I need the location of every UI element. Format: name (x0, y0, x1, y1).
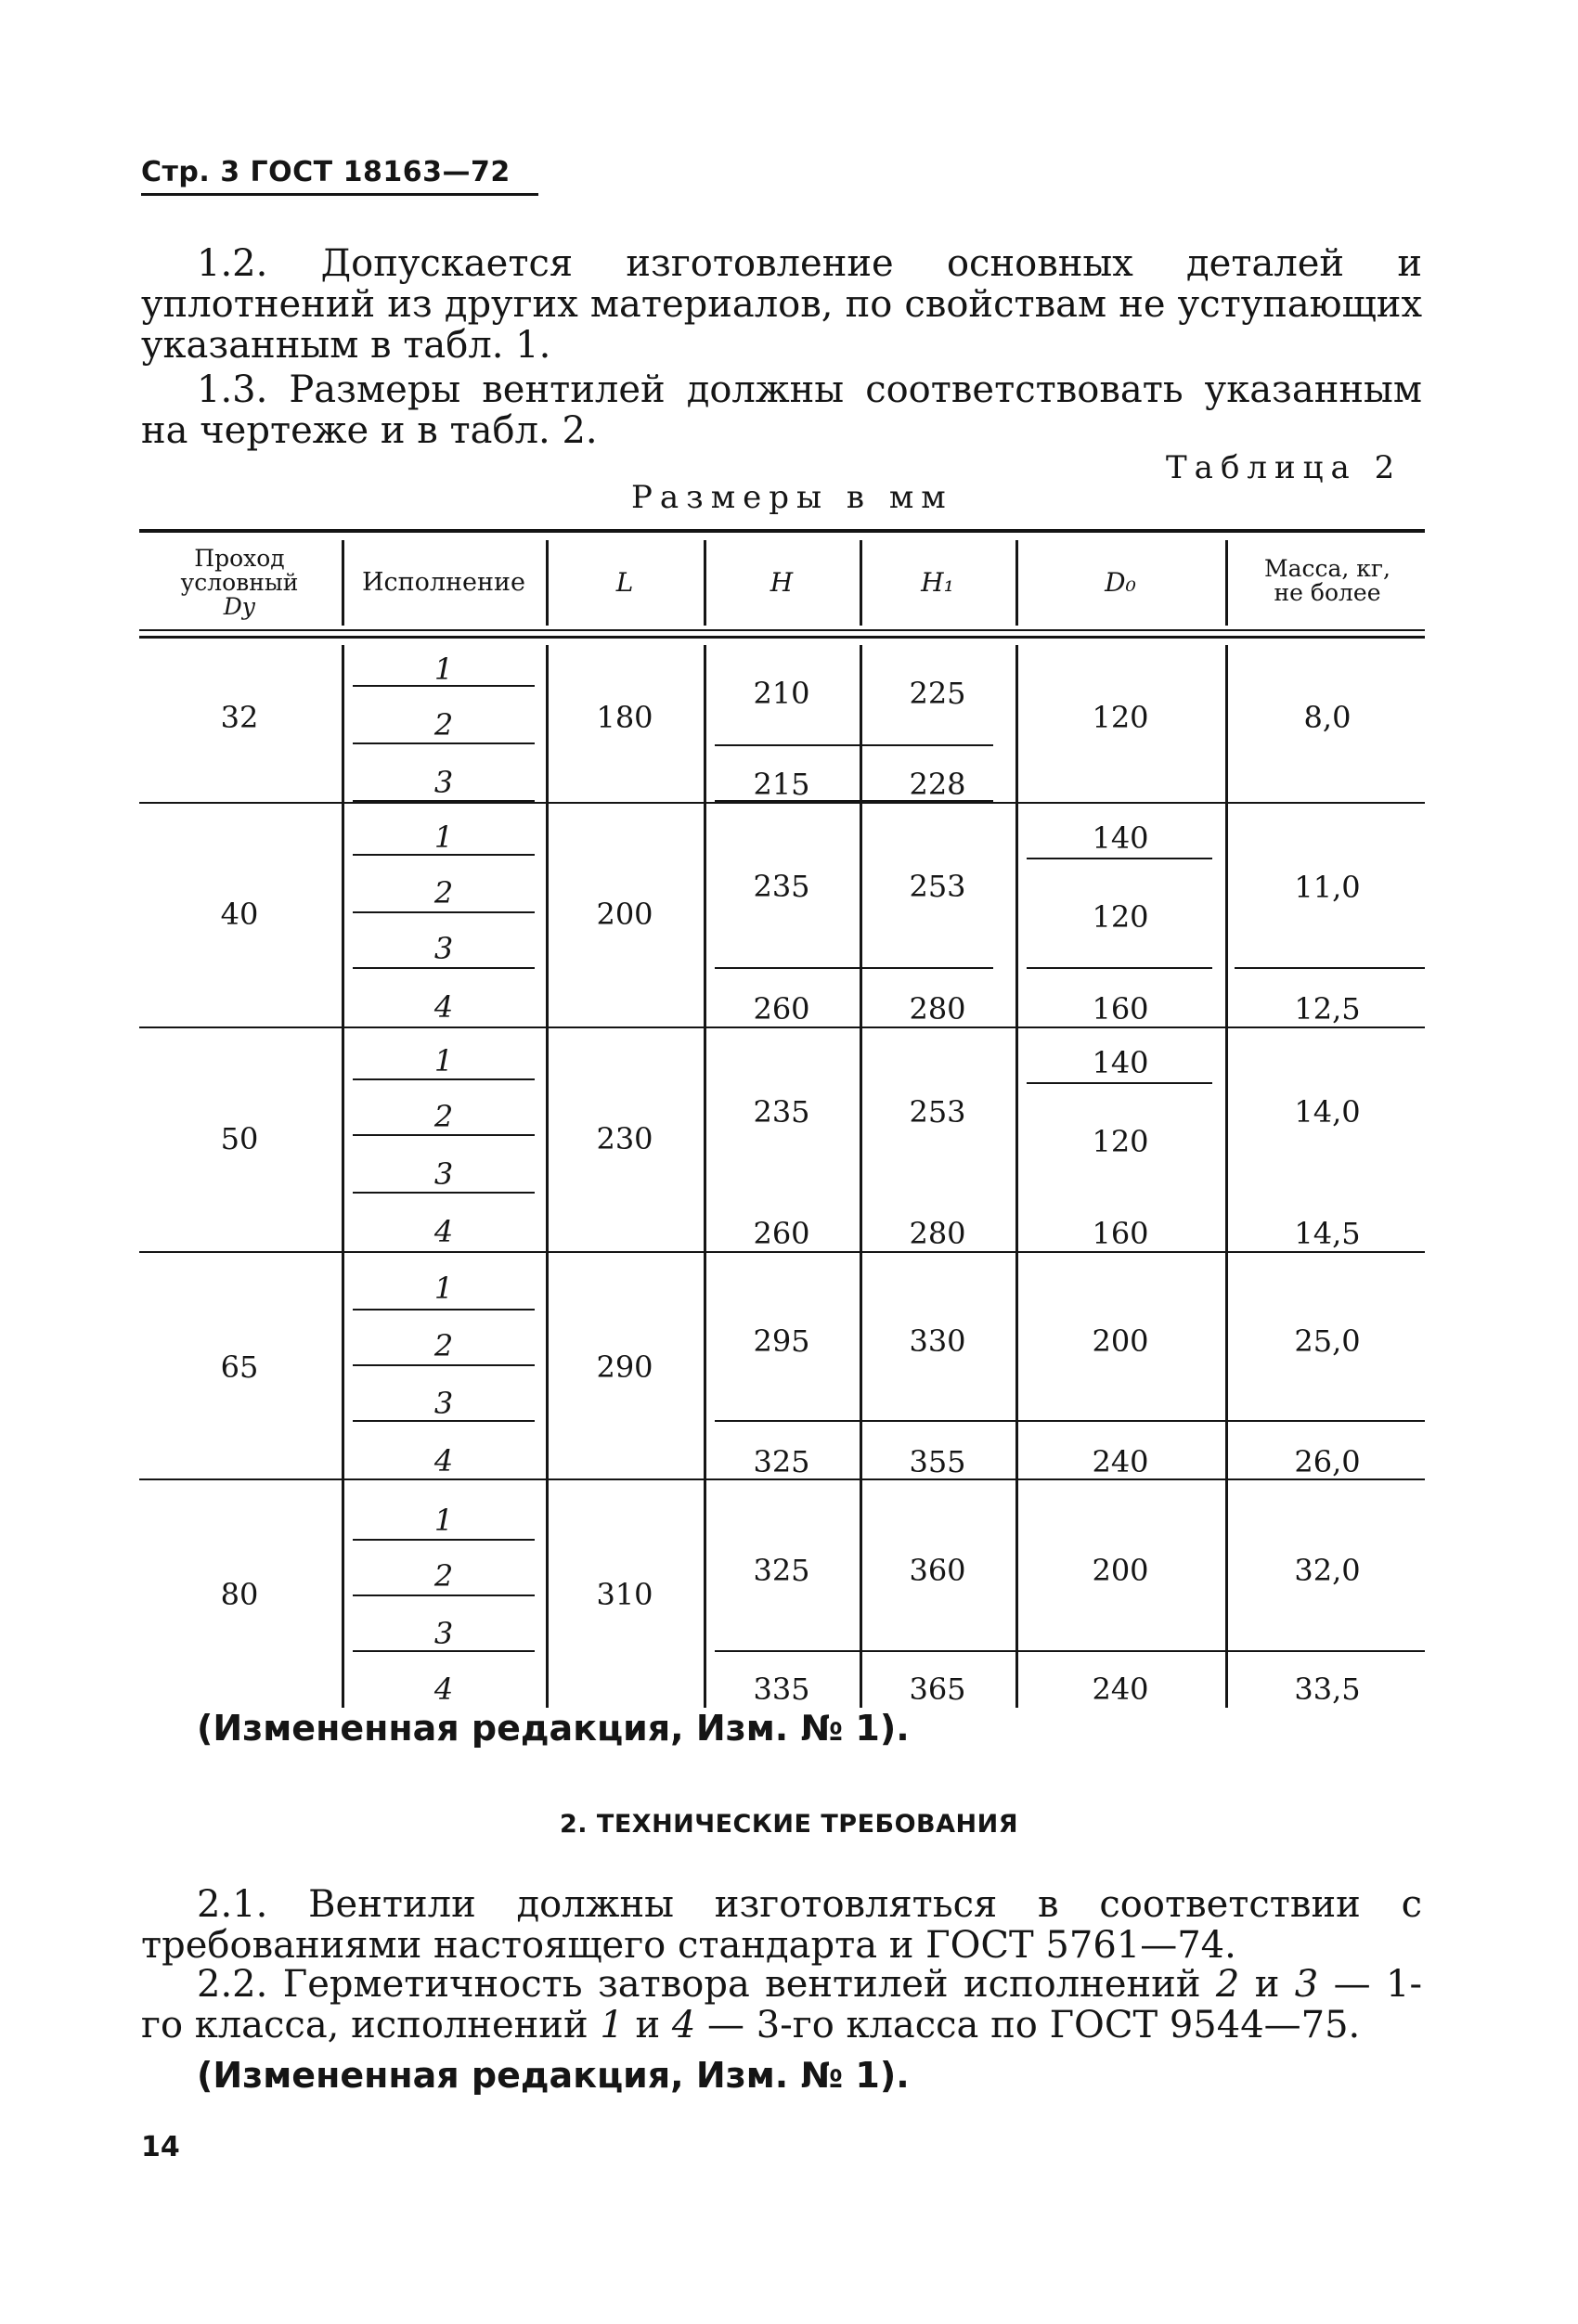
D0-value: 140 (1092, 820, 1149, 856)
header-L: L (615, 567, 634, 598)
column-divider (546, 645, 549, 1708)
version-value: 3 (433, 931, 454, 966)
row-rule (353, 1595, 535, 1596)
paragraph-1-2: 1.2. Допускается изготовление основных деталей и уплотнений из других материалов, по свойствам не уступающих указанным в табл. 1. (141, 242, 1422, 367)
standard-number: ГОСТ 18163—72 (250, 156, 511, 188)
row-rule (715, 1420, 1425, 1422)
row-rule (353, 1078, 535, 1080)
H1-value: 225 (909, 676, 966, 711)
H1-value: 365 (909, 1672, 966, 1707)
mass-value: 12,5 (1294, 991, 1361, 1026)
group-rule (139, 1026, 1425, 1028)
H-value: 260 (753, 991, 810, 1026)
row-rule (715, 967, 993, 969)
D0-value: 160 (1092, 1216, 1149, 1251)
row-rule (353, 1539, 535, 1541)
version-value: 2 (433, 1328, 454, 1363)
header-mass: Масса, кг, не более (1264, 555, 1390, 606)
column-divider (704, 645, 706, 1708)
H1-value: 355 (909, 1444, 966, 1479)
D0-value: 160 (1092, 991, 1149, 1026)
version-value: 3 (433, 1156, 454, 1192)
header-dy: Проход условный Dу (180, 545, 299, 620)
row-rule (353, 1192, 535, 1194)
L-value: 290 (596, 1349, 653, 1385)
D0-value: 200 (1092, 1323, 1149, 1359)
change-note: (Измененная редакция, Изм. № 1). (197, 1708, 910, 1749)
H-value: 295 (753, 1323, 810, 1359)
row-rule (353, 967, 535, 969)
row-rule (353, 1134, 535, 1136)
D0-value: 120 (1092, 700, 1149, 735)
column-divider (860, 645, 862, 1708)
header-rule-2 (139, 636, 1425, 639)
column-divider (1225, 645, 1228, 1708)
table-label: Таблица 2 (1166, 449, 1403, 486)
header-H: H (770, 567, 794, 598)
change-note: (Измененная редакция, Изм. № 1). (197, 2055, 910, 2096)
header-divider (546, 540, 549, 626)
H1-value: 330 (909, 1323, 966, 1359)
version-value: 2 (433, 1558, 454, 1594)
D0-value: 240 (1092, 1444, 1149, 1479)
row-rule (353, 911, 535, 913)
H-value: 325 (753, 1444, 810, 1479)
row-rule (1235, 967, 1425, 969)
mass-value: 14,5 (1294, 1216, 1361, 1251)
H-value: 235 (753, 1094, 810, 1130)
L-value: 200 (596, 897, 653, 932)
H1-value: 228 (909, 767, 966, 802)
version-value: 2 (433, 875, 454, 910)
row-rule (715, 744, 993, 746)
mass-value: 33,5 (1294, 1672, 1361, 1707)
header-divider (1225, 540, 1228, 626)
version-value: 1 (433, 820, 454, 855)
H-value: 325 (753, 1553, 810, 1588)
mass-value: 14,0 (1294, 1094, 1361, 1130)
header-divider (342, 540, 344, 626)
header-D0: D₀ (1105, 567, 1136, 598)
D0-value: 140 (1092, 1045, 1149, 1080)
dy-value: 80 (220, 1577, 259, 1612)
D0-value: 240 (1092, 1672, 1149, 1707)
L-value: 180 (596, 700, 653, 735)
H1-value: 360 (909, 1553, 966, 1588)
H-value: 215 (753, 767, 810, 802)
dy-value: 50 (220, 1121, 259, 1156)
paragraph-2-2: 2.2. Герметичность затвора вентилей исполнений 2 и 3 — 1-го класса, исполнений 1 и 4 — 3-го класса по ГОСТ 9544—75. (141, 1963, 1422, 2046)
version-value: 4 (433, 1443, 454, 1478)
version-value: 1 (433, 652, 454, 687)
H-value: 235 (753, 869, 810, 904)
header-version: Исполнение (361, 568, 526, 597)
H1-value: 253 (909, 1094, 966, 1130)
H1-value: 280 (909, 1216, 966, 1251)
D0-value: 200 (1092, 1553, 1149, 1588)
H1-value: 280 (909, 991, 966, 1026)
version-value: 1 (433, 1043, 454, 1078)
header-H1: H₁ (921, 567, 954, 598)
version-value: 4 (433, 989, 454, 1025)
row-rule (353, 1309, 535, 1310)
dy-value: 65 (220, 1349, 259, 1385)
mass-value: 26,0 (1294, 1444, 1361, 1479)
version-value: 4 (433, 1672, 454, 1707)
version-value: 3 (433, 1386, 454, 1421)
column-divider (342, 645, 344, 1708)
page-header (141, 156, 511, 188)
mass-value: 8,0 (1303, 700, 1352, 735)
row-rule (715, 1650, 1425, 1652)
header-rule (141, 193, 538, 196)
column-divider (1015, 645, 1018, 1708)
group-rule (139, 1251, 1425, 1253)
dy-value: 32 (220, 700, 259, 735)
dy-value: 40 (220, 897, 259, 932)
mass-value: 11,0 (1294, 870, 1361, 905)
row-rule (1027, 858, 1212, 859)
mass-value: 32,0 (1294, 1553, 1361, 1588)
section-title: 2. ТЕХНИЧЕСКИЕ ТРЕБОВАНИЯ (559, 1810, 1019, 1839)
H1-value: 253 (909, 869, 966, 904)
header-divider (704, 540, 706, 626)
header-rule-1 (139, 629, 1425, 631)
version-value: 2 (433, 1099, 454, 1134)
paragraph-2-1: 2.1. Вентили должны изготовляться в соответствии с требованиями настоящего стандарта и ГОСТ 5761—74. (141, 1883, 1422, 1967)
H-value: 210 (753, 676, 810, 711)
version-value: 4 (433, 1214, 454, 1249)
row-rule (353, 742, 535, 744)
mass-value: 25,0 (1294, 1323, 1361, 1359)
H-value: 335 (753, 1672, 810, 1707)
H-value: 260 (753, 1216, 810, 1251)
version-value: 1 (433, 1271, 454, 1306)
page-number: 14 (141, 2131, 180, 2163)
version-value: 3 (433, 1616, 454, 1651)
L-value: 230 (596, 1121, 653, 1156)
L-value: 310 (596, 1577, 653, 1612)
group-rule (139, 802, 1425, 804)
table-units: Размеры в мм (631, 479, 953, 516)
dimensions-table (139, 529, 1425, 1708)
row-rule (1027, 967, 1212, 969)
version-value: 2 (433, 707, 454, 742)
page-label: Стр. 3 (141, 156, 240, 188)
row-rule (1027, 1082, 1212, 1084)
header-divider (860, 540, 862, 626)
version-value: 1 (433, 1503, 454, 1538)
row-rule (353, 1364, 535, 1366)
table-top-rule (139, 529, 1425, 533)
D0-value: 120 (1092, 1124, 1149, 1159)
version-value: 3 (433, 765, 454, 800)
header-divider (1015, 540, 1018, 626)
paragraph-1-3: 1.3. Размеры вентилей должны соответствовать указанным на чертеже и в табл. 2. (141, 368, 1422, 452)
D0-value: 120 (1092, 899, 1149, 935)
